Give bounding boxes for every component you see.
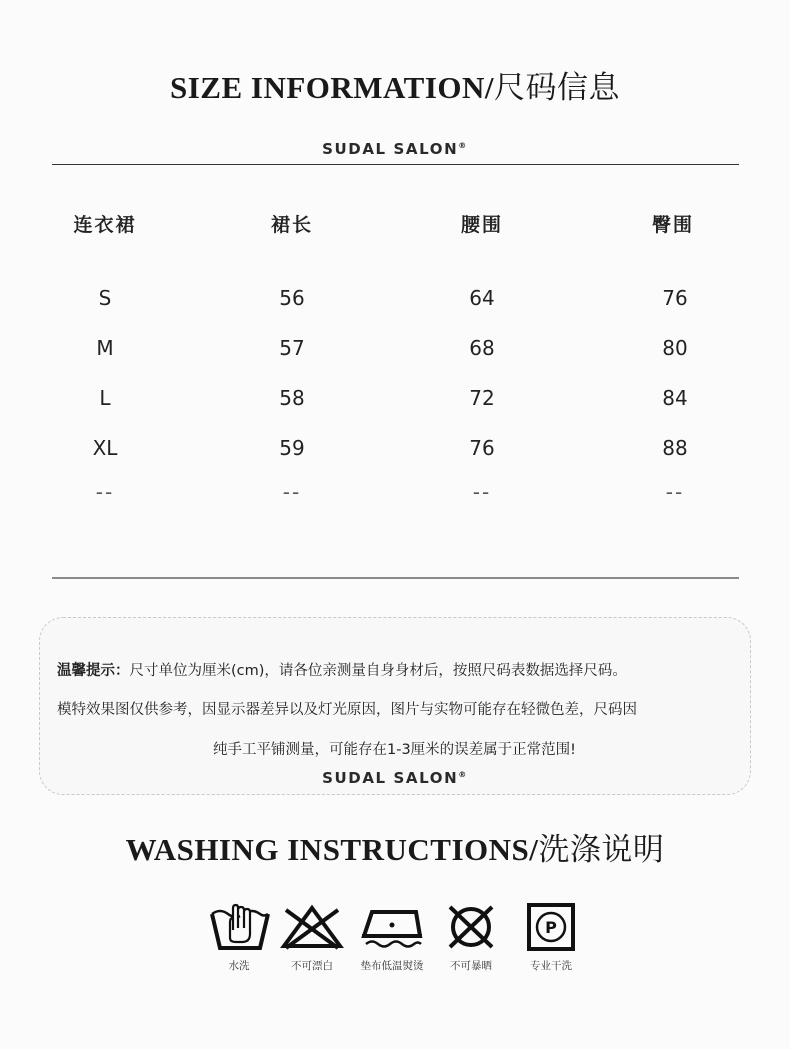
brand-mark: ®	[458, 770, 468, 779]
hand-wash-label: 水洗	[228, 960, 250, 972]
table-cell: --	[665, 480, 685, 504]
dry-clean-label: 专业干洗	[530, 960, 572, 972]
hand-wash-icon	[208, 900, 272, 952]
table-cell: 76	[662, 286, 688, 310]
notice-label: 温馨提示：	[57, 663, 130, 679]
dry-clean-icon	[526, 902, 576, 952]
table-cell: 58	[279, 386, 305, 410]
notice-line-1	[57, 659, 627, 680]
svg-text:P: P	[545, 918, 557, 937]
table-cell: --	[282, 480, 302, 504]
header-dress: 连衣裙	[73, 214, 137, 236]
no-bleach-label: 不可漂白	[291, 960, 333, 972]
divider-top	[52, 164, 739, 165]
low-iron-icon	[358, 904, 426, 950]
table-cell: 80	[662, 336, 688, 360]
header-length: 裙长	[270, 214, 313, 236]
table-cell: 84	[662, 386, 688, 410]
table-cell: 76	[469, 436, 495, 460]
brand-mark: ®	[458, 141, 468, 150]
no-tumble-dry-label: 不可暴晒	[450, 960, 492, 972]
notice-line-2: 模特效果图仅供参考，因显示器差异以及灯光原因，图片与实物可能存在轻微色差，尺码因	[57, 702, 637, 718]
no-bleach-icon	[280, 904, 344, 950]
table-cell: M	[96, 336, 114, 360]
header-waist: 腰围	[460, 214, 503, 236]
no-tumble-dry-icon	[446, 904, 496, 950]
header-hip: 臀围	[651, 214, 694, 236]
table-cell: 57	[279, 336, 305, 360]
table-cell: 59	[279, 436, 305, 460]
divider-bottom	[52, 577, 739, 579]
table-cell: 72	[469, 386, 495, 410]
table-cell: 68	[469, 336, 495, 360]
notice-brand-logo	[0, 769, 790, 787]
table-cell: 64	[469, 286, 495, 310]
size-title-cn: 尺码信息	[494, 70, 620, 106]
brand-name: SUDAL SALON	[322, 140, 459, 158]
table-cell: L	[99, 386, 111, 410]
table-cell: 88	[662, 436, 688, 460]
table-cell: --	[95, 480, 115, 504]
low-iron-label: 垫布低温熨烫	[360, 960, 424, 972]
table-cell: S	[98, 286, 112, 310]
washing-title-en: WASHING INSTRUCTIONS/	[125, 832, 539, 867]
notice-text-1: 尺寸单位为厘米(cm)，请各位亲测量自身身材后，按照尺码表数据选择尺码。	[129, 663, 627, 679]
brand-name: SUDAL SALON	[322, 769, 459, 787]
brand-logo	[0, 140, 790, 158]
table-cell: XL	[92, 436, 118, 460]
table-cell: --	[472, 480, 492, 504]
notice-line-3: 纯手工平铺测量，可能存在1-3厘米的误差属于正常范围!	[213, 742, 576, 758]
washing-title-cn: 洗涤说明	[538, 832, 665, 868]
washing-title	[0, 824, 790, 869]
table-cell: 56	[279, 286, 305, 310]
size-title-en: SIZE INFORMATION/	[170, 70, 494, 105]
size-title	[0, 62, 790, 107]
